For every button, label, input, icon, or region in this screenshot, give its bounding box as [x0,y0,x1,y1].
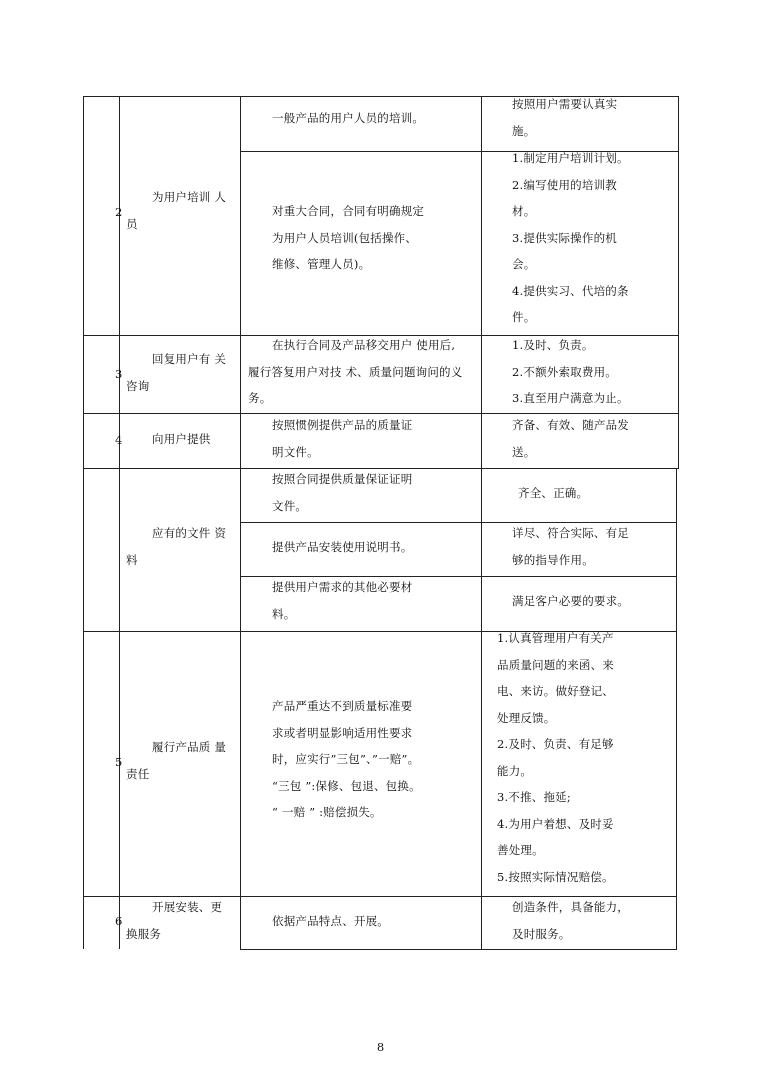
content-cell: 产品严重达不到质量标准要 求或者明显影响适用性要求 时，应实行”三包”、”一赔”。 “三包 ”:保修、包退、包换。 “ 一赔 ” :赔偿损失。 [272,699,421,819]
item-cell: 履行产品质 量 责任 [126,740,227,781]
item-cell: 应有的文件 资 料 [126,526,227,567]
content-cell: 提供用户需求的其他必要材 料。 [272,580,413,621]
item-cell: 为用户培训 人 员 [126,190,227,231]
content-cell: 按照合同提供质量保证证明 文件。 [272,472,413,513]
requirement-cell: 创造条件，具备能力， 及时服务。 [512,900,629,941]
requirement-cell: 1.及时、负责。 2.不额外索取费用。 3.直至用户满意为止。 [512,338,629,405]
row-number: 3 [115,367,123,381]
content-cell: 在执行合同及产品移交用户 使用后, 履行答复用户对技 术、质量问题询问的义 务。 [248,338,463,405]
requirement-cell: 齐备、有效、随产品发 送。 [512,418,629,459]
requirement-cell: 1.制定用户培训计划。 2.编写使用的培训教 材。 3.提供实际操作的机 会。 4.提供实习、代培的条 件。 [512,151,629,324]
content-cell: 依据产品特点、开展。 [272,914,389,928]
row-number: 6 [115,914,123,928]
row-number: 2 [115,205,123,219]
item-cell: 回复用户有 关 咨询 [126,352,227,393]
row-number: 5 [115,755,123,769]
requirement-cell: 详尽、符合实际、有足 够的指导作用。 [512,526,629,567]
item-cell: 开展安装、更 换服务 [126,900,223,941]
requirement-cell: 齐全、正确。 [518,486,589,500]
requirement-cell: 1.认真管理用户有关产 品质量问题的来函、来 电、来访。做好登记、 处理反馈。 2.及时、负责、有足够 能力。 3.不推、拖延; 4.为用户着想、及时妥 善处理。 5.按照实际情况赔偿。 [497,631,614,884]
content-cell: 按照惯例提供产品的质量证 明文件。 [272,418,413,459]
content-cell: 对重大合同，合同有明确规定 为用户人员培训(包括操作、 维修、管理人员)。 [272,204,425,271]
content-cell: 一般产品的用户人员的培训。 [272,111,425,125]
requirement-cell: 满足客户必要的要求。 [512,594,629,608]
row-number: 4 [115,433,123,447]
content-cell: 提供产品安装使用说明书。 [272,540,413,554]
page-number: 8 [376,1040,385,1054]
requirement-cell: 按照用户需要认真实 施。 [512,97,618,138]
item-cell: 向用户提供 [152,432,211,446]
